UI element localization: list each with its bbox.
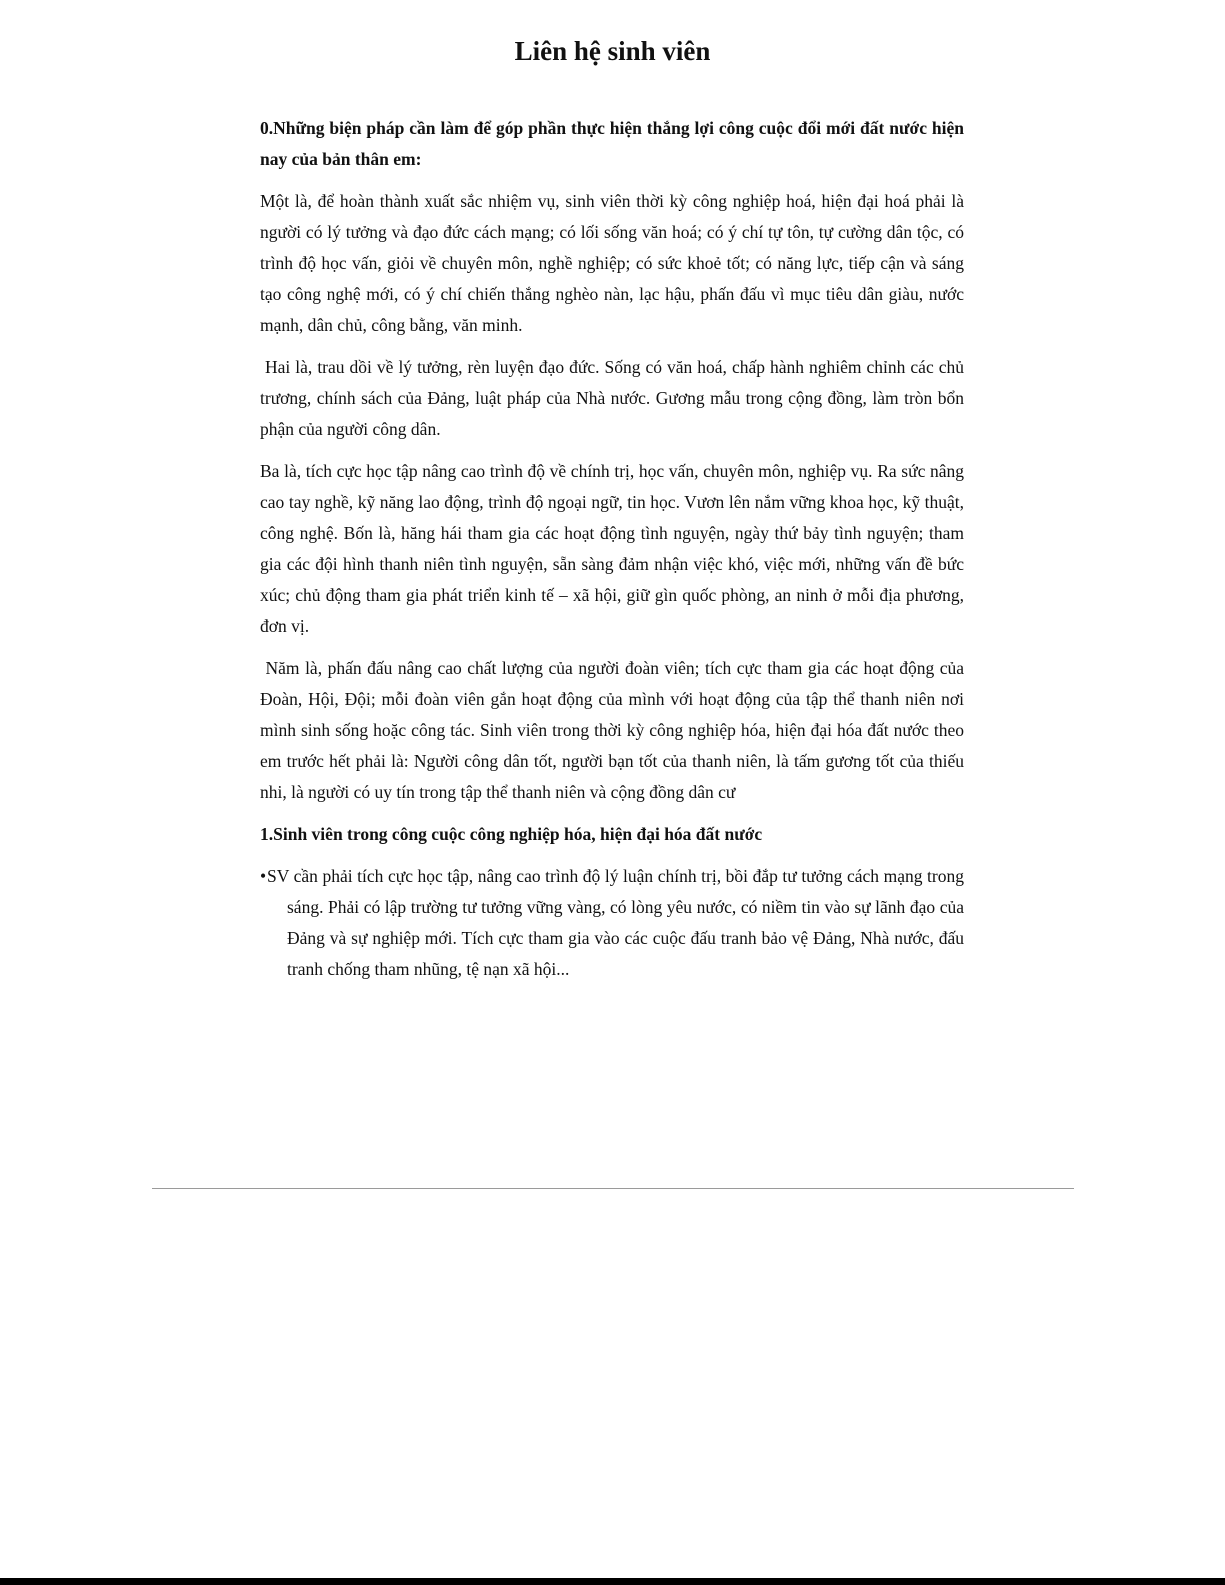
bullet-icon: •: [260, 866, 267, 886]
section-0-paragraph-4: Năm là, phấn đấu nâng cao chất lượng của người đoàn viên; tích cực tham gia các hoạt động của Đoàn, Hội, Đội; mỗi đoàn viên gắn hoạt động của mình với hoạt động của tập thể thanh niên nơi mình sinh sống hoặc công tác. Sinh viên trong thời kỳ công nghiệp hóa, hiện đại hóa đất nước theo em trước hết phải là: Người công dân tốt, người bạn tốt của thanh niên, là tấm gương tốt của thiếu nhi, là người có uy tín trong tập thể thanh niên và cộng đồng dân cư: [260, 658, 969, 802]
section-0-paragraph-1: Một là, để hoàn thành xuất sắc nhiệm vụ, sinh viên thời kỳ công nghiệp hoá, hiện đại hoá phải là người có lý tưởng và đạo đức cách mạng; có lối sống văn hoá; có ý chí tự tôn, tự cường dân tộc, có trình độ học vấn, giỏi về chuyên môn, nghề nghiệp; có sức khoẻ tốt; có năng lực, tiếp cận và sáng tạo công nghệ mới, có ý chí chiến thắng nghèo nàn, lạc hậu, phấn đấu vì mục tiêu dân giàu, nước mạnh, dân chủ, công bằng, văn minh.: [260, 191, 964, 335]
section-0-paragraph-3: Ba là, tích cực học tập nâng cao trình độ về chính trị, học vấn, chuyên môn, nghiệp vụ. Ra sức nâng cao tay nghề, kỹ năng lao động, trình độ ngoại ngữ, tin học. Vươn lên nắm vững khoa học, kỹ thuật, công nghệ. Bốn là, hăng hái tham gia các hoạt động tình nguyện, ngày thứ bảy tình nguyện; tham gia các đội hình thanh niên tình nguyện, sẵn sàng đảm nhận việc khó, việc mới, những vấn đề bức xúc; chủ động tham gia phát triển kinh tế – xã hội, giữ gìn quốc phòng, an ninh ở mỗi địa phương, đơn vị.: [260, 461, 964, 636]
section-1-heading: 1.Sinh viên trong công cuộc công nghiệp hóa, hiện đại hóa đất nước: [260, 824, 763, 844]
section-0-heading: 0.Những biện pháp cần làm để góp phần thực hiện thắng lợi công cuộc đổi mới đất nước hiện nay của bản thân em:: [260, 118, 964, 169]
document-body: [260, 113, 969, 985]
section-0-paragraph-2: Hai là, trau dồi về lý tưởng, rèn luyện đạo đức. Sống có văn hoá, chấp hành nghiêm chỉnh các chủ trương, chính sách của Đảng, luật pháp của Nhà nước. Gương mẫu trong cộng đồng, làm tròn bổn phận của người công dân.: [260, 357, 969, 439]
page-title: Liên hệ sinh viên: [514, 36, 711, 66]
section-1-bullet-item: [260, 861, 964, 985]
page-divider: [152, 1188, 1074, 1189]
section-1-bullet-text: SV cần phải tích cực học tập, nâng cao trình độ lý luận chính trị, bồi đắp tư tưởng cách mạng trong sáng. Phải có lập trường tư tưởng vững vàng, có lòng yêu nước, có niềm tin vào sự lãnh đạo của Đảng và sự nghiệp mới. Tích cực tham gia vào các cuộc đấu tranh bảo vệ Đảng, Nhà nước, đấu tranh chống tham nhũng, tệ nạn xã hội...: [267, 866, 964, 979]
bottom-edge-bar: [0, 1578, 1225, 1585]
